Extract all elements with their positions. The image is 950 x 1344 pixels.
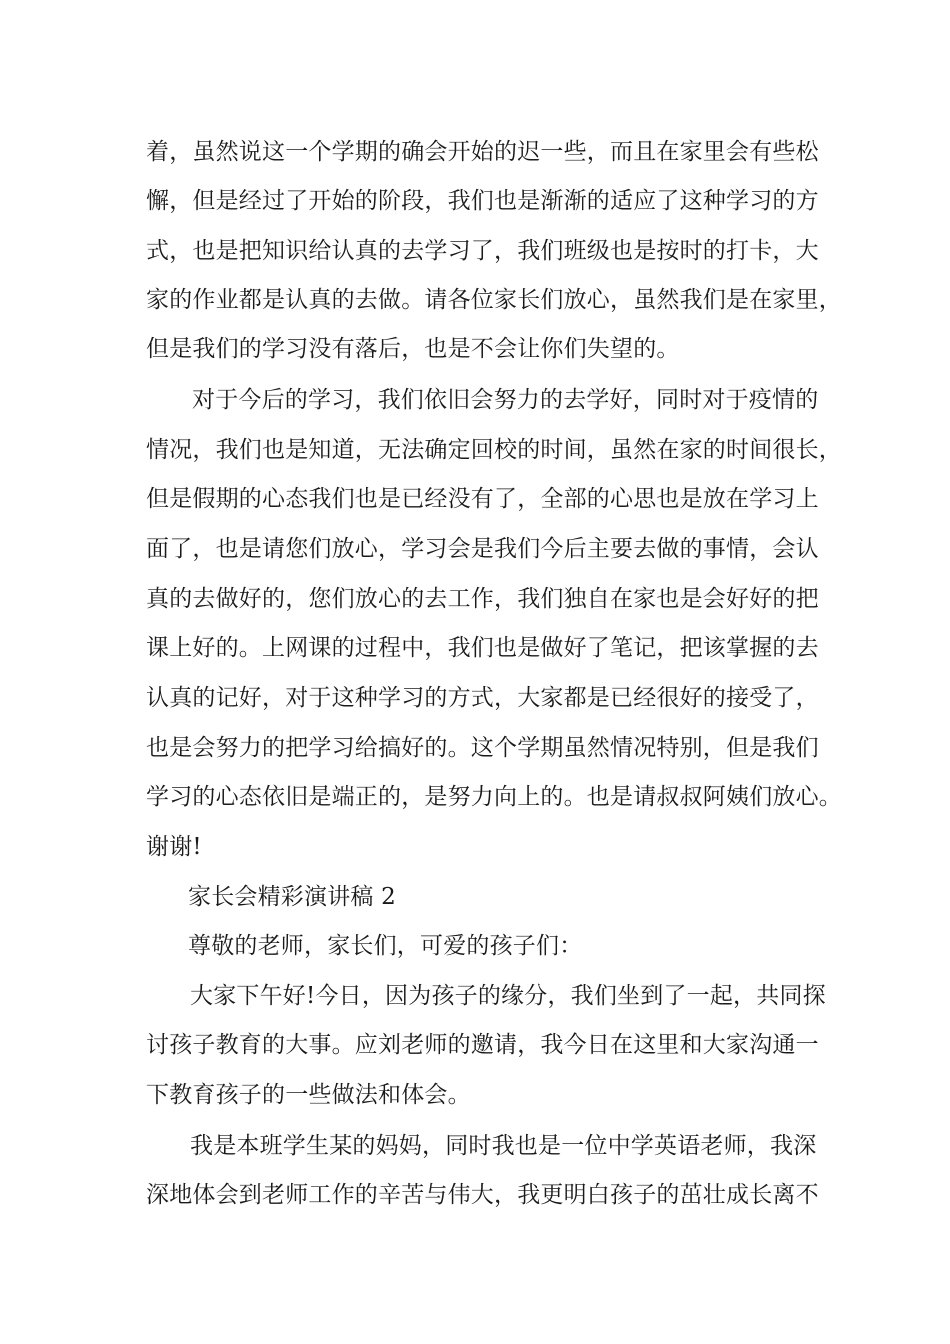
body-text-line: 深地体会到老师工作的辛苦与伟大，我更明白孩子的茁壮成长离不	[146, 1182, 819, 1208]
body-text-line: 但是我们的学习没有落后，也是不会让你们失望的。	[146, 336, 680, 362]
body-text-line: 认真的记好，对于这种学习的方式，大家都是已经很好的接受了，	[146, 685, 819, 711]
body-text-line: 下教育孩子的一些做法和体会。	[146, 1082, 471, 1108]
paragraph-first-line: 我是本班学生某的妈妈，同时我也是一位中学英语老师，我深	[190, 1133, 817, 1159]
salutation-line: 尊敬的老师，家长们，可爱的孩子们：	[188, 933, 583, 959]
body-text-line: 情况，我们也是知道，无法确定回校的时间，虽然在家的时间很长，	[146, 437, 842, 463]
body-text-line: 着，虽然说这一个学期的确会开始的迟一些，而且在家里会有些松	[146, 139, 819, 165]
section-heading: 家长会精彩演讲稿 2	[188, 884, 396, 910]
body-text-line: 但是假期的心态我们也是已经没有了，全部的心思也是放在学习上	[146, 486, 819, 512]
body-text-line: 讨孩子教育的大事。应刘老师的邀请，我今日在这里和大家沟通一	[146, 1032, 819, 1058]
body-text-line: 课上好的。上网课的过程中，我们也是做好了笔记，把该掌握的去	[146, 635, 819, 661]
body-text-line: 家的作业都是认真的去做。请各位家长们放心，虽然我们是在家里，	[146, 287, 842, 313]
paragraph-first-line: 大家下午好!今日，因为孩子的缘分，我们坐到了一起，共同探	[190, 983, 826, 1009]
body-text-line: 也是会努力的把学习给搞好的。这个学期虽然情况特别，但是我们	[146, 735, 819, 761]
body-text-line: 面了，也是请您们放心，学习会是我们今后主要去做的事情，会认	[146, 536, 819, 562]
body-text-line: 学习的心态依旧是端正的，是努力向上的。也是请叔叔阿姨们放心。	[146, 784, 842, 810]
body-text-line: 懈，但是经过了开始的阶段，我们也是渐渐的适应了这种学习的方	[146, 188, 819, 214]
body-text-line: 真的去做好的，您们放心的去工作，我们独自在家也是会好好的把	[146, 586, 819, 612]
body-text-line: 谢谢!	[146, 834, 202, 860]
body-text-line: 式，也是把知识给认真的去学习了，我们班级也是按时的打卡，大	[146, 238, 819, 264]
paragraph-first-line: 对于今后的学习，我们依旧会努力的去学好，同时对于疫情的	[192, 387, 819, 413]
